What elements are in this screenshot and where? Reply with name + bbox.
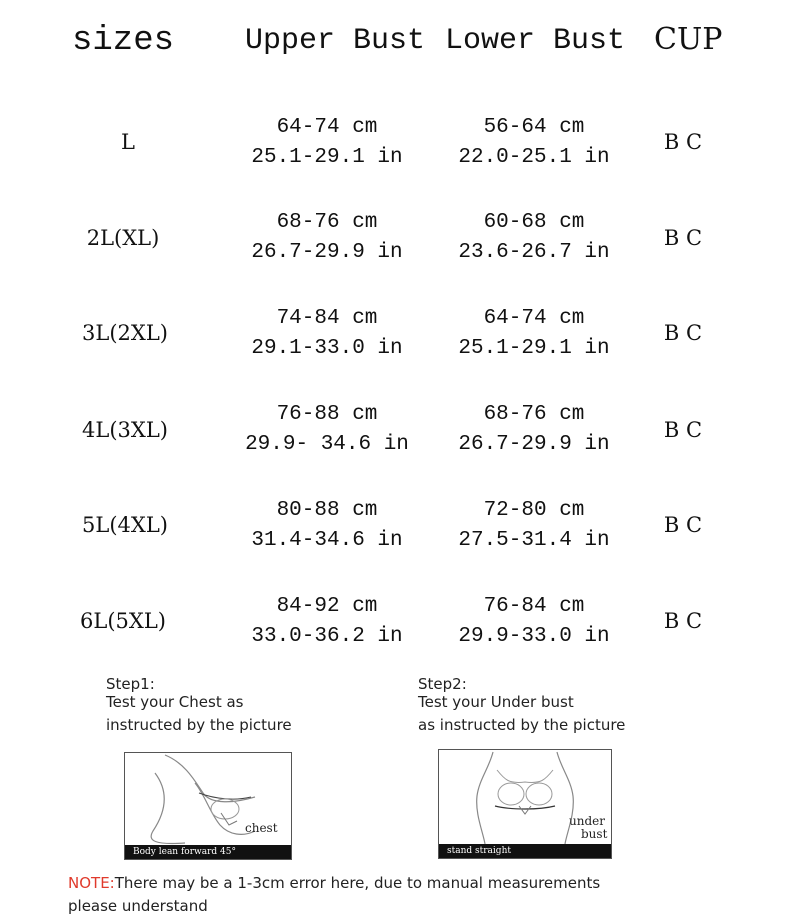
header-upper-bust: Upper Bust [245,24,426,58]
step2-line2: as instructed by the picture [418,716,626,734]
note-line-1 [68,872,600,895]
lower-bust-in: 27.5-31.4 in [458,529,610,552]
cup-value: B C [663,226,703,250]
step1-line2: instructed by the picture [106,716,292,734]
upper-bust-cm: 74-84 cm [276,307,378,330]
size-label: 3L(2XL) [82,321,168,345]
lower-bust-in: 26.7-29.9 in [458,433,610,456]
lower-bust-cm: 64-74 cm [483,307,585,330]
note-line-2: please understand [68,897,208,915]
header-sizes: sizes [72,22,175,60]
lower-bust-cm: 60-68 cm [483,211,585,234]
cup-value: B C [663,609,703,633]
under-label: under [569,814,605,828]
upper-bust-in: 25.1-29.1 in [251,146,403,169]
lower-bust-cm: 72-80 cm [483,499,585,522]
cup-value: B C [663,130,703,154]
note-text: There may be a 1-3cm error here, due to manual measurements [114,874,601,892]
step1-title: Step1: [106,675,155,693]
chest-measure-figure [124,752,292,860]
size-label: L [121,130,135,154]
upper-bust-in: 29.1-33.0 in [251,337,403,360]
cup-value: B C [663,418,703,442]
bust-label: bust [581,827,608,841]
lower-bust-in: 23.6-26.7 in [458,241,610,264]
under-bust-figure-caption: stand straight [439,844,611,858]
chest-figure-caption: Body lean forward 45° [125,845,291,859]
size-label: 4L(3XL) [82,418,168,442]
upper-bust-cm: 68-76 cm [276,211,378,234]
upper-bust-cm: 80-88 cm [276,499,378,522]
step1-line1: Test your Chest as [106,693,244,711]
upper-bust-cm: 64-74 cm [276,116,378,139]
chest-label: chest [245,821,278,835]
under-bust-measure-figure [438,749,612,859]
lower-bust-in: 22.0-25.1 in [458,146,610,169]
size-label: 5L(4XL) [82,513,168,537]
lower-bust-cm: 68-76 cm [483,403,585,426]
upper-bust-in: 33.0-36.2 in [251,625,403,648]
note-label: NOTE: [68,874,115,892]
upper-bust-in: 26.7-29.9 in [251,241,403,264]
header-cup: CUP [654,22,723,57]
header-lower-bust: Lower Bust [445,24,626,58]
cup-value: B C [663,513,703,537]
cup-value: B C [663,321,703,345]
upper-bust-cm: 76-88 cm [276,403,378,426]
upper-bust-in: 31.4-34.6 in [251,529,403,552]
step2-title: Step2: [418,675,467,693]
size-label: 6L(5XL) [80,609,166,633]
lower-bust-cm: 56-64 cm [483,116,585,139]
size-label: 2L(XL) [86,226,160,250]
step2-line1: Test your Under bust [418,693,574,711]
lower-bust-in: 25.1-29.1 in [458,337,610,360]
lower-bust-in: 29.9-33.0 in [458,625,610,648]
lower-bust-cm: 76-84 cm [483,595,585,618]
upper-bust-in: 29.9- 34.6 in [245,433,409,456]
upper-bust-cm: 84-92 cm [276,595,378,618]
